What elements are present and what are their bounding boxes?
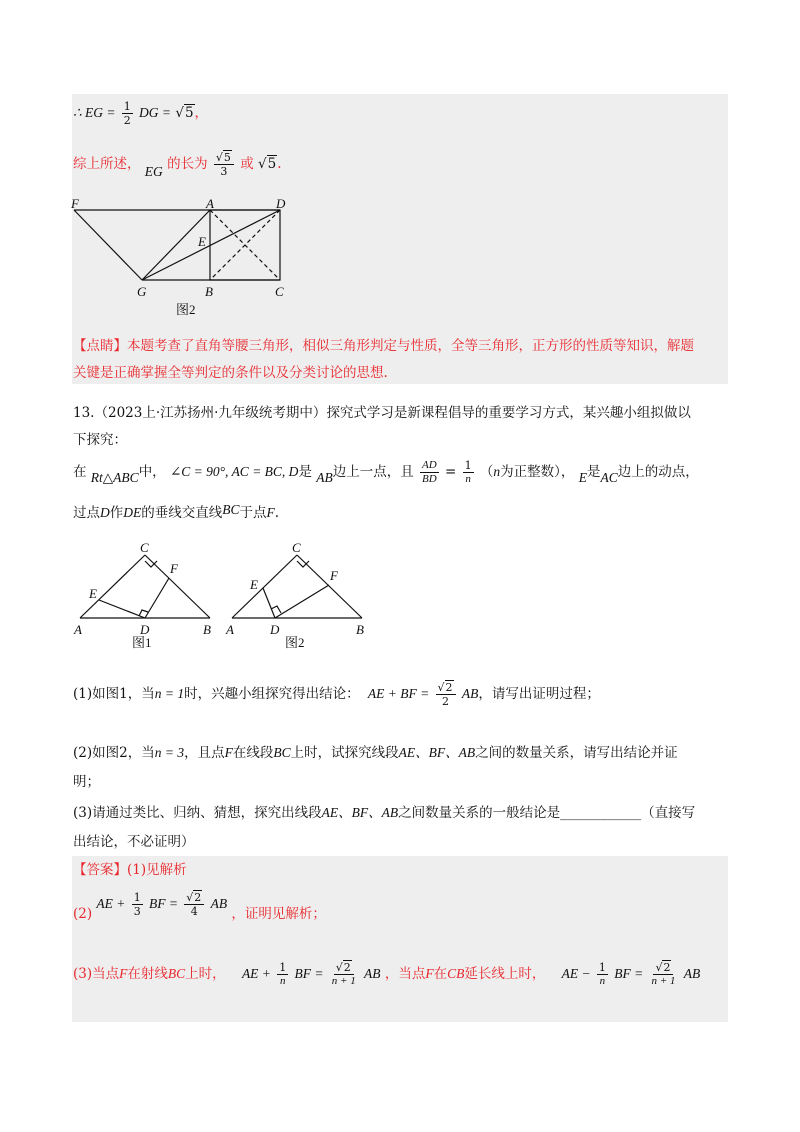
answer-block: [72, 856, 728, 1022]
question-13-stem: 13.（2023上·江苏扬州·九年级统考期中）探究式学习是新课程倡导的重要学习方式，某兴趣小组拟做以 下探究：: [73, 405, 691, 448]
key-point-comment: 【点睛】本题考查了直角等腰三角形，相似三角形判定与性质，全等三角形，正方形的性质等知识，解题 关键是正确掌握全等判定的条件以及分类讨论的思想.: [73, 338, 694, 381]
summary-line: 综上所述， EG 的长为 $\frac{√5}{3}$ 或 √5.: [73, 151, 282, 179]
question-part-2: (2)如图2，当n = 3，且点F在线段BC上时，试探究线段AE、BF、AB之间的数量关系，请写出结论并证 明；: [73, 745, 678, 790]
label-A: A: [206, 196, 214, 211]
label-D: D: [276, 196, 286, 211]
answer-part-3: (3)当点F在射线BC上时， AE + $\frac{1}{n}$ BF = $\frac{√2}{n + 1}$ AB ，当点F在CB延长线上时， AE − $\frac{1}{n}$ BF = $\frac{√2}{n + 1}$ AB: [73, 961, 701, 987]
label-B: B: [203, 622, 211, 637]
eg-equation-line: ∴ EG = $\frac{1}{2}$ DG = √5，: [73, 100, 209, 127]
label-E: E: [250, 577, 258, 592]
label-A: A: [74, 622, 82, 637]
answer-blank[interactable]: ____________: [560, 805, 642, 821]
figure-caption: 图1: [132, 635, 152, 650]
answer-tag-line: 【答案】(1)见解析: [73, 862, 187, 878]
label-A: A: [226, 622, 234, 637]
triangle-figure-1: [70, 535, 220, 650]
label-E: E: [198, 234, 206, 249]
figure-caption: 图2: [285, 635, 305, 650]
label-F: F: [71, 196, 79, 211]
question-condition-line2: 过点D作DE的垂线交直线BC于点F.: [73, 502, 280, 521]
label-G: G: [137, 284, 147, 299]
label-B: B: [205, 284, 213, 299]
question-condition-line1: 在 Rt△ABC中， ∠C = 90°, AC = BC, D是 AB边上一点，且 $\frac{AD}{BD}$ = $\frac{1}{n}$ （n为正整数）， E是AC边上的动点，: [73, 459, 699, 485]
question-part-3: (3)请通过类比、归纳、猜想，探究出线段AE、BF、AB之间数量关系的一般结论是____________（直接写 出结论，不必证明）: [73, 805, 696, 850]
label-B: B: [356, 622, 364, 637]
answer-part-2: (2) AE + $\frac{1}{3}$ BF = $\frac{√2}{4}$ AB ，证明见解析；: [73, 891, 326, 922]
label-E: E: [89, 586, 97, 601]
label-F: F: [170, 561, 178, 576]
question-part-1: (1)如图1，当n = 1时，兴趣小组探究得出结论： AE + BF = $\frac{√2}{2}$ AB，请写出证明过程；: [73, 681, 600, 708]
square-figure-2: [68, 196, 294, 320]
label-D: D: [270, 622, 280, 637]
figure-caption: 图2: [176, 302, 196, 317]
triangle-figure-2: [222, 535, 372, 650]
label-F: F: [330, 568, 338, 583]
label-C: C: [275, 284, 284, 299]
label-D: D: [140, 622, 150, 637]
label-C: C: [292, 540, 301, 555]
label-C: C: [140, 540, 149, 555]
